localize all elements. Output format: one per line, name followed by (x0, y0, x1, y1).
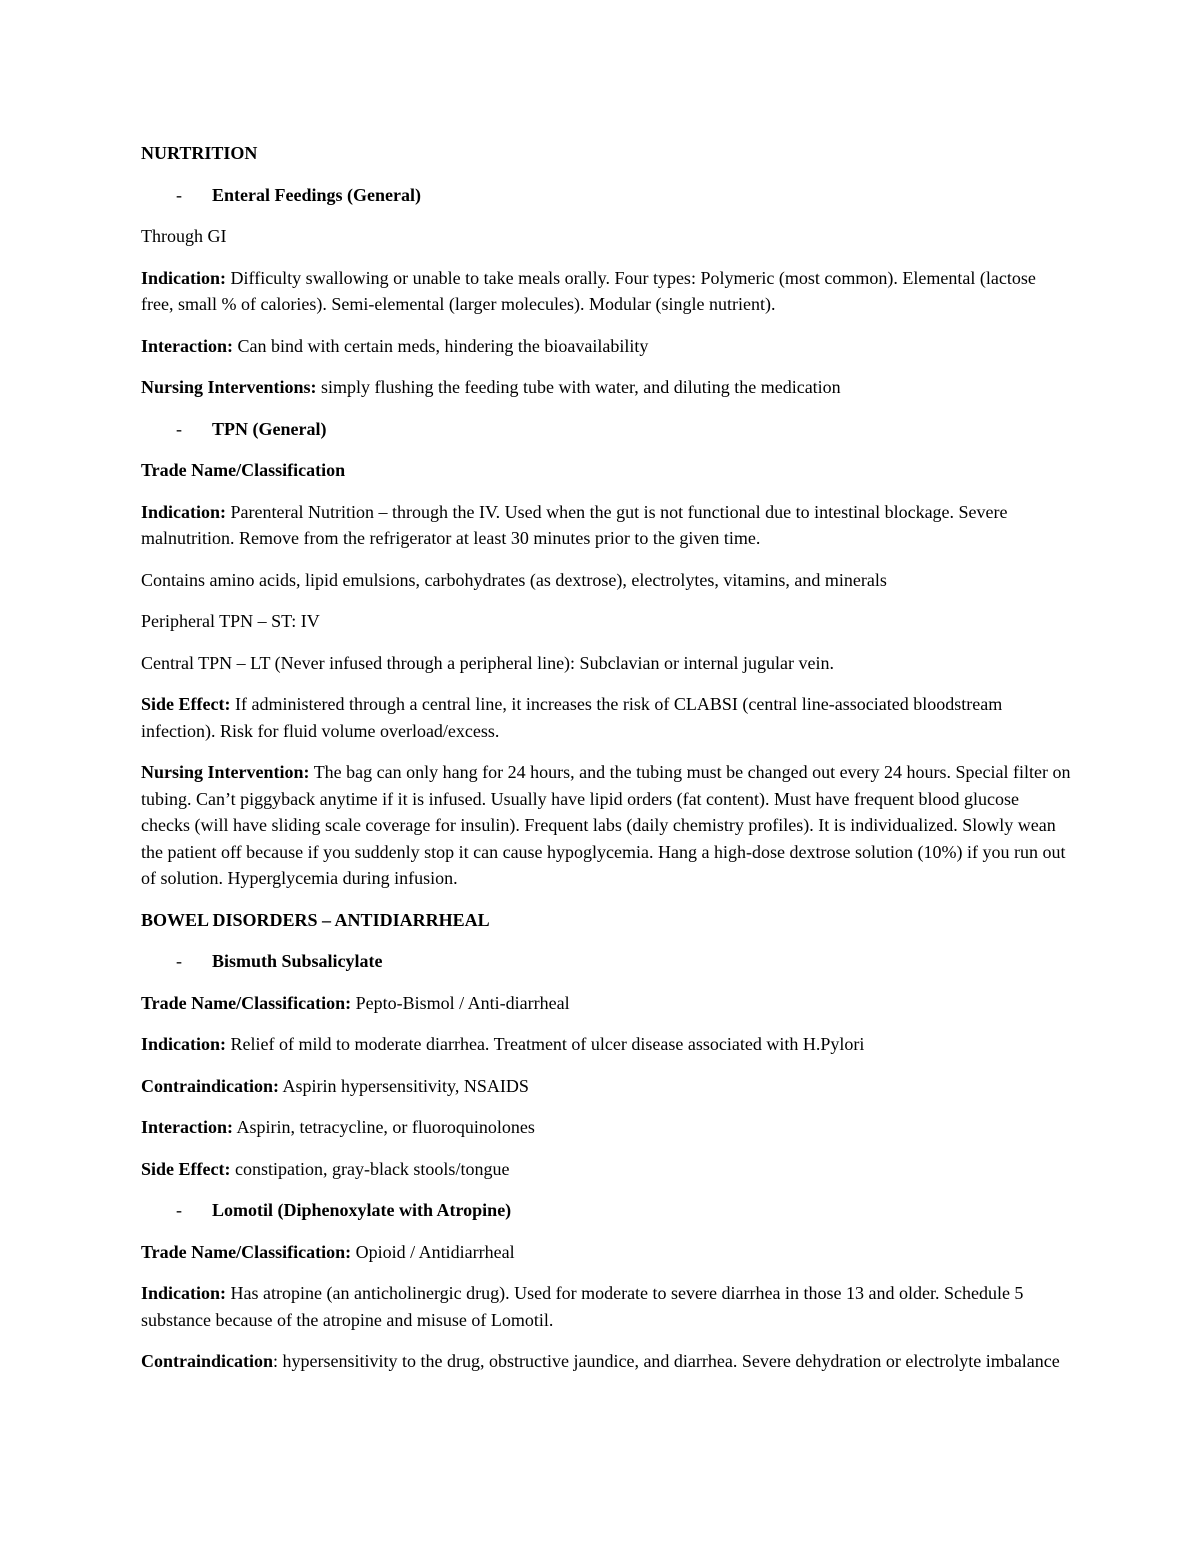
bismuth-trade (141, 990, 1071, 1017)
label: Contraindication: (141, 1075, 280, 1096)
label: Contraindication (141, 1351, 274, 1371)
text: Relief of mild to moderate diarrhea. Treatment of ulcer disease associated with H.Pylori (226, 1034, 865, 1054)
bismuth-side-effect (141, 1156, 1071, 1183)
text: constipation, gray-black stools/tongue (230, 1158, 510, 1179)
text: Has atropine (an anticholinergic drug). Used for moderate to severe diarrhea in those 13 and older. Schedule 5 substance because of the atropine and misuse of Lomotil. (141, 1283, 1024, 1330)
text: If administered through a central line, it increases the risk of CLABSI (central line-associated bloodstream infection). Risk for fluid volume overload/excess. (141, 694, 1003, 741)
label: Interaction: (141, 335, 233, 356)
tpn-contains: Contains amino acids, lipid emulsions, carbohydrates (as dextrose), electrolytes, vitamins, and minerals (141, 569, 887, 590)
bismuth-indication (141, 1031, 1071, 1058)
bismuth-contraindication (141, 1073, 1071, 1100)
heading-nutrition-text: NURTRITION (141, 143, 258, 163)
bullet-title: Lomotil (Diphenoxylate with Atropine) (212, 1200, 512, 1220)
text: : hypersensitivity to the drug, obstructive jaundice, and diarrhea. Severe dehydration or electrolyte imbalance (273, 1351, 1060, 1371)
text: Opioid / Antidiarrheal (351, 1241, 515, 1262)
bullet-dash: - (176, 951, 182, 971)
label: Indication: (141, 1034, 227, 1054)
enteral-through: Through GI (141, 226, 227, 246)
text: Can bind with certain meds, hindering the bioavailability (232, 335, 649, 356)
bullet-dash: - (176, 184, 182, 205)
text: Pepto-Bismol / Anti-diarrheal (351, 992, 570, 1013)
label: Trade Name/Classification (141, 460, 346, 480)
tpn-trade (141, 457, 1071, 484)
text: Aspirin, tetracycline, or fluoroquinolones (232, 1117, 535, 1137)
lomotil-trade (141, 1239, 1071, 1266)
bullet-title: Bismuth Subsalicylate (212, 951, 383, 971)
enteral-interaction (141, 333, 1071, 360)
bullet-lomotil (141, 1197, 1070, 1224)
label: Trade Name/Classification: (141, 1241, 352, 1262)
label: Indication: (141, 501, 227, 522)
bullet-dash: - (176, 418, 182, 439)
tpn-peripheral: Peripheral TPN – ST: IV (141, 611, 320, 631)
bismuth-interaction (141, 1114, 1071, 1141)
heading-bowel (141, 907, 1071, 934)
text: Difficulty swallowing or unable to take meals orally. Four types: Polymeric (most common). Elemental (lactose free, small % of calories). Semi-elemental (larger molecules). Modular (single nutrient). (141, 267, 1036, 314)
label: Trade Name/Classification: (141, 992, 352, 1013)
text: simply flushing the feeding tube with water, and diluting the medication (316, 377, 841, 397)
bullet-enteral-feedings (141, 182, 1070, 209)
text: Aspirin hypersensitivity, NSAIDS (279, 1075, 529, 1096)
tpn-nursing (141, 759, 1071, 892)
bullet-title: Enteral Feedings (General) (212, 184, 421, 205)
bullet-dash: - (176, 1200, 182, 1220)
label: Nursing Intervention: (141, 762, 310, 782)
label: Indication: (141, 267, 227, 288)
label: Interaction: (141, 1117, 233, 1137)
bullet-title: TPN (General) (212, 418, 327, 439)
label: Side Effect: (141, 1158, 231, 1179)
tpn-indication (141, 499, 1071, 552)
enteral-nursing (141, 374, 1071, 401)
bullet-tpn (141, 416, 1070, 443)
label: Indication: (141, 1283, 227, 1303)
heading-nutrition (141, 140, 1071, 167)
enteral-indication (141, 265, 1071, 318)
label: Nursing Interventions: (141, 377, 317, 397)
label: Side Effect: (141, 694, 231, 714)
lomotil-contraindication (141, 1348, 1071, 1375)
tpn-central: Central TPN – LT (Never infused through a peripheral line): Subclavian or internal jugular vein. (141, 652, 834, 673)
text: Parenteral Nutrition – through the IV. Used when the gut is not functional due to intestinal blockage. Severe malnutrition. Remove from the refrigerator at least 30 minutes prior to the given time. (141, 501, 1008, 548)
heading-bowel-text: BOWEL DISORDERS – ANTIDIARRHEAL (141, 909, 490, 930)
text: The bag can only hang for 24 hours, and the tubing must be changed out every 24 hours. Special filter on tubing. Can’t piggyback anytime if it is infused. Usually have lipid orders (fat content). Must have frequent blood glucose checks (will have sliding scale coverage for insulin). Frequent labs (daily chemistry profiles). It is individualized. Slowly wean the patient off because if you suddenly stop it can cause hypoglycemia. Hang a high-dose dextrose solution (10%) if you run out of solution. Hyperglycemia during infusion. (141, 762, 1071, 888)
lomotil-indication (141, 1280, 1071, 1333)
bullet-bismuth (141, 948, 1070, 975)
tpn-side-effect (141, 691, 1071, 744)
